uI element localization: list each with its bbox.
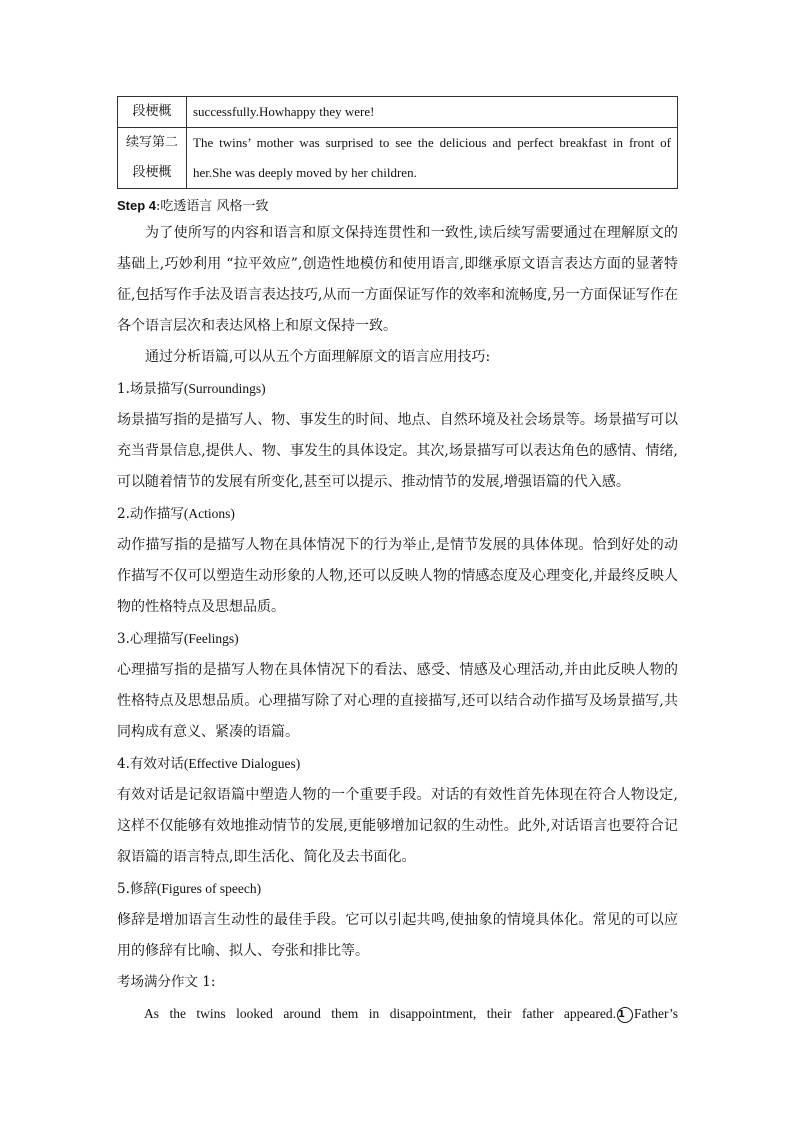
essay-text: As the twins looked around them in disappointment, their father appeared.: [144, 1006, 616, 1021]
section-title-en: (Effective Dialogues): [183, 756, 301, 771]
section-title-en: (Figures of speech): [156, 881, 262, 896]
section-title-en: (Surroundings): [183, 381, 266, 396]
section-paragraph: 动作描写指的是描写人物在具体情况下的行为举止,是情节发展的具体体现。恰到好处的动作描写不仅可以塑造生动形象的人物,还可以反映人物的情感态度及心理变化,并最终反映人物的性格特点及思想品质。: [117, 537, 678, 615]
essay-title: 考场满分作文 1:: [117, 974, 216, 990]
section-title-zh: 1.场景描写: [117, 381, 184, 397]
section-title-en: (Feelings): [183, 631, 239, 646]
step-heading: [117, 192, 678, 218]
section-paragraph: 场景描写指的是描写人、物、事发生的时间、地点、自然环境及社会场景等。场景描写可以充当背景信息,提供人、物、事发生的具体设定。其次,场景描写可以表达角色的感情、情绪,可以随着情节的发展有所变化,甚至可以提示、推动情节的发展,增强语篇的代入感。: [117, 412, 678, 490]
table-row: [118, 97, 678, 128]
essay-text-continuation: Father’s: [634, 1006, 678, 1021]
section-title-zh: 3.心理描写: [117, 631, 184, 647]
section-title-zh: 5.修辞: [117, 881, 157, 897]
intro-paragraph: 为了使所写的内容和语言和原文保持连贯性和一致性,读后续写需要通过在理解原文的基础上,巧妙利用 “拉平效应”,创造性地模仿和使用语言,即继承原文语言表达方面的显著特征,包括写作手法及语言表达技巧,从而一方面保证写作的效率和流畅度,另一方面保证写作在各个语言层次和表达风格上和原文保持一致。: [117, 225, 678, 334]
section-title-zh: 4.有效对话: [117, 756, 184, 772]
table-cell-content: successfully.Howhappy they were!: [187, 97, 678, 128]
table-cell-label: 续写第二段梗概: [118, 128, 187, 189]
step-label: Step 4: [117, 198, 157, 213]
table-cell-content: The twins’ mother was surprised to see the delicious and perfect breakfast in front of her.She was deeply moved by her children.: [187, 128, 678, 189]
section-title: [117, 623, 678, 655]
section-title: [117, 873, 678, 905]
plot-summary-table: [117, 96, 678, 189]
section-title-en: (Actions): [183, 506, 235, 521]
table-row: [118, 128, 678, 189]
section-title: [117, 373, 678, 405]
section-title: [117, 748, 678, 780]
table-cell-label: 段梗概: [118, 97, 187, 128]
intro-paragraph: 通过分析语篇,可以从五个方面理解原文的语言应用技巧:: [145, 349, 491, 365]
essay-first-line: [117, 998, 678, 1029]
section-paragraph: 修辞是增加语言生动性的最佳手段。它可以引起共鸣,使抽象的情境具体化。常见的可以应用的修辞有比喻、拟人、夸张和排比等。: [117, 912, 678, 959]
section-paragraph: 有效对话是记叙语篇中塑造人物的一个重要手段。对话的有效性首先体现在符合人物设定,这样不仅能够有效地推动情节的发展,更能够增加记叙的生动性。此外,对话语言也要符合记叙语篇的语言特点,即生活化、简化及去书面化。: [117, 787, 678, 865]
section-title: [117, 498, 678, 530]
step-title: :吃透语言 风格一致: [156, 199, 269, 214]
section-title-zh: 2.动作描写: [117, 506, 184, 522]
document-body: [117, 192, 678, 1029]
circled-number-marker: 1: [617, 1007, 633, 1023]
section-paragraph: 心理描写指的是描写人物在具体情况下的看法、感受、情感及心理活动,并由此反映人物的性格特点及思想品质。心理描写除了对心理的直接描写,还可以结合动作描写及场景描写,共同构成有意义、紧凑的语篇。: [117, 662, 678, 740]
